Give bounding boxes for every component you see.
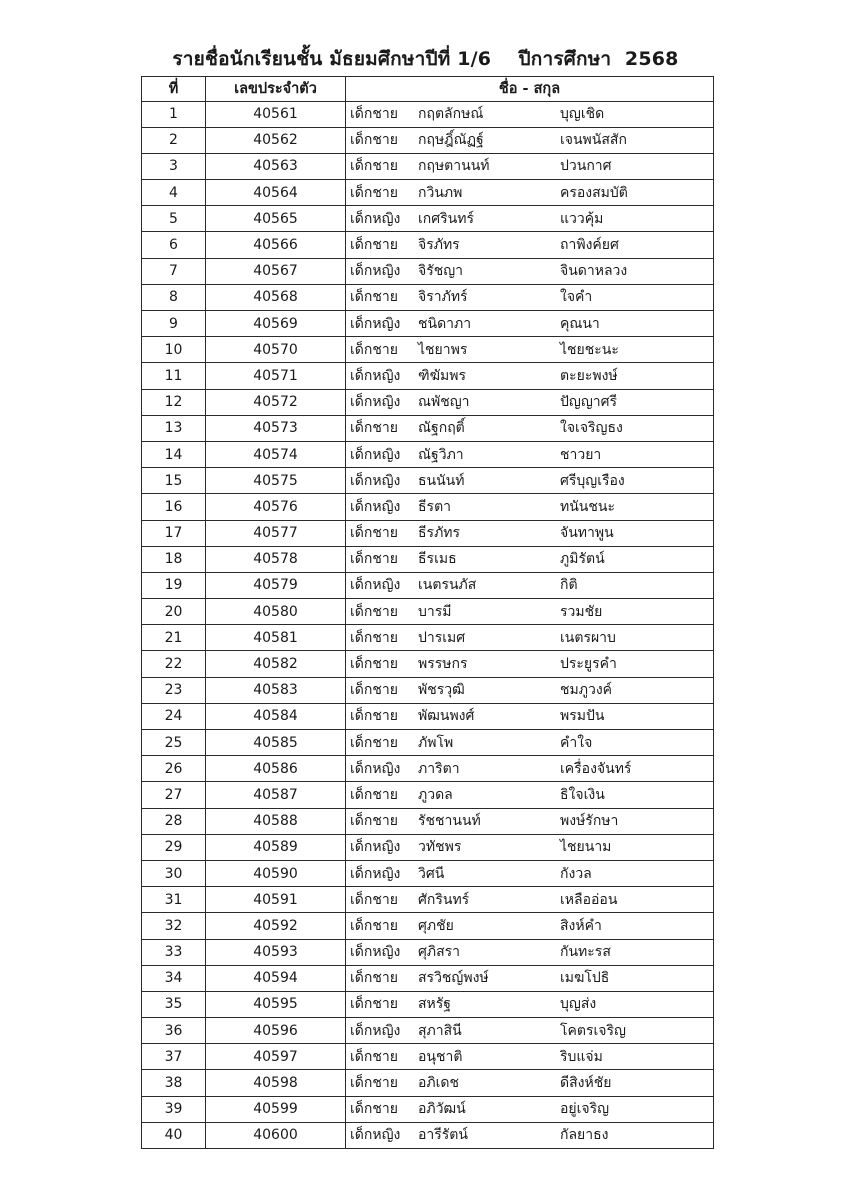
row-number: 40 xyxy=(142,1122,206,1148)
row-number: 10 xyxy=(142,337,206,363)
student-name xyxy=(346,651,714,677)
name-prefix: เด็กชาย xyxy=(350,603,398,620)
first-name: ศุภชัย xyxy=(418,917,454,934)
table-row xyxy=(142,180,714,206)
student-name xyxy=(346,101,714,127)
row-number: 26 xyxy=(142,756,206,782)
name-prefix: เด็กชาย xyxy=(350,237,398,254)
first-name: อนุชาติ xyxy=(418,1048,463,1065)
first-name: ศุภิสรา xyxy=(418,944,461,961)
student-name xyxy=(346,625,714,651)
student-name xyxy=(346,834,714,860)
first-name: สหรัฐ xyxy=(418,996,452,1013)
name-prefix: เด็กชาย xyxy=(350,158,398,175)
student-id: 40599 xyxy=(206,1096,346,1122)
table-row xyxy=(142,258,714,284)
table-row xyxy=(142,206,714,232)
row-number: 11 xyxy=(142,363,206,389)
table-row xyxy=(142,991,714,1017)
name-prefix: เด็กชาย xyxy=(350,629,398,646)
student-name xyxy=(346,232,714,258)
student-name xyxy=(346,468,714,494)
student-id: 40590 xyxy=(206,860,346,886)
row-number: 37 xyxy=(142,1044,206,1070)
row-number: 5 xyxy=(142,206,206,232)
table-row xyxy=(142,415,714,441)
last-name: กันทะรส xyxy=(560,944,611,961)
student-id: 40572 xyxy=(206,389,346,415)
table-row xyxy=(142,651,714,677)
student-id: 40577 xyxy=(206,520,346,546)
first-name: พัฒนพงศ์ xyxy=(418,708,475,725)
student-id: 40568 xyxy=(206,284,346,310)
table-row xyxy=(142,730,714,756)
student-id: 40580 xyxy=(206,599,346,625)
last-name: ใจเจริญธง xyxy=(560,420,623,437)
table-row xyxy=(142,520,714,546)
name-prefix: เด็กชาย xyxy=(350,708,398,725)
last-name: พรมปัน xyxy=(560,708,605,725)
first-name: ธีรภัทร xyxy=(418,525,461,542)
name-prefix: เด็กชาย xyxy=(350,813,398,830)
table-row xyxy=(142,860,714,886)
row-number: 4 xyxy=(142,180,206,206)
table-row xyxy=(142,625,714,651)
name-prefix: เด็กชาย xyxy=(350,1101,398,1118)
name-prefix: เด็กหญิง xyxy=(350,315,401,332)
name-prefix: เด็กชาย xyxy=(350,341,398,358)
name-prefix: เด็กหญิง xyxy=(350,394,401,411)
table-row xyxy=(142,494,714,520)
name-prefix: เด็กหญิง xyxy=(350,1127,401,1144)
student-id: 40591 xyxy=(206,887,346,913)
row-number: 7 xyxy=(142,258,206,284)
row-number: 28 xyxy=(142,808,206,834)
row-number: 20 xyxy=(142,599,206,625)
name-prefix: เด็กชาย xyxy=(350,184,398,201)
student-name xyxy=(346,520,714,546)
last-name: บุญเชิด xyxy=(560,106,605,123)
student-name xyxy=(346,258,714,284)
last-name: ชมภูวงค์ xyxy=(560,682,613,699)
first-name: กวินภพ xyxy=(418,184,463,201)
name-prefix: เด็กชาย xyxy=(350,682,398,699)
last-name: ชาวยา xyxy=(560,446,602,463)
table-row xyxy=(142,546,714,572)
row-number: 2 xyxy=(142,127,206,153)
student-id: 40566 xyxy=(206,232,346,258)
name-prefix: เด็กชาย xyxy=(350,525,398,542)
first-name: ธีรตา xyxy=(418,498,452,515)
row-number: 19 xyxy=(142,572,206,598)
student-id: 40596 xyxy=(206,1018,346,1044)
first-name: พรรษกร xyxy=(418,656,468,673)
student-id: 40594 xyxy=(206,965,346,991)
row-number: 29 xyxy=(142,834,206,860)
row-number: 39 xyxy=(142,1096,206,1122)
first-name: ณัฐวิภา xyxy=(418,446,464,463)
table-row xyxy=(142,782,714,808)
student-name xyxy=(346,703,714,729)
name-prefix: เด็กหญิง xyxy=(350,210,401,227)
student-name xyxy=(346,991,714,1017)
student-id: 40575 xyxy=(206,468,346,494)
table-row xyxy=(142,834,714,860)
student-name xyxy=(346,677,714,703)
first-name: บารมี xyxy=(418,603,452,620)
student-name xyxy=(346,546,714,572)
row-number: 38 xyxy=(142,1070,206,1096)
student-name xyxy=(346,1070,714,1096)
row-number: 3 xyxy=(142,153,206,179)
row-number: 17 xyxy=(142,520,206,546)
student-id: 40600 xyxy=(206,1122,346,1148)
student-id: 40587 xyxy=(206,782,346,808)
table-row xyxy=(142,913,714,939)
student-id: 40584 xyxy=(206,703,346,729)
table-row xyxy=(142,756,714,782)
last-name: เจนพนัสสัก xyxy=(560,132,627,149)
name-prefix: เด็กหญิง xyxy=(350,839,401,856)
student-name xyxy=(346,494,714,520)
table-row xyxy=(142,468,714,494)
row-number: 33 xyxy=(142,939,206,965)
first-name: สุภาสินี xyxy=(418,1022,462,1039)
last-name: รวมชัย xyxy=(560,603,603,620)
student-id: 40588 xyxy=(206,808,346,834)
name-prefix: เด็กชาย xyxy=(350,1048,398,1065)
header-full-name: ชื่อ - สกุล xyxy=(346,77,714,102)
student-name xyxy=(346,1096,714,1122)
student-id: 40576 xyxy=(206,494,346,520)
first-name: จิราภัทร์ xyxy=(418,289,468,306)
last-name: ภูมิรัตน์ xyxy=(560,551,605,568)
last-name: ธิใจเงิน xyxy=(560,786,605,803)
last-name: กังวล xyxy=(560,865,592,882)
first-name: อภิเดช xyxy=(418,1075,460,1092)
student-name xyxy=(346,1044,714,1070)
table-row xyxy=(142,965,714,991)
name-prefix: เด็กชาย xyxy=(350,106,398,123)
name-prefix: เด็กชาย xyxy=(350,551,398,568)
name-prefix: เด็กหญิง xyxy=(350,865,401,882)
table-header-row xyxy=(142,77,714,102)
last-name: ไชยชะนะ xyxy=(560,341,619,358)
table-row xyxy=(142,127,714,153)
student-id: 40595 xyxy=(206,991,346,1017)
first-name: กฤษฎิ์ณัฏฐ์ xyxy=(418,132,484,149)
name-prefix: เด็กชาย xyxy=(350,891,398,908)
student-table xyxy=(141,76,714,1149)
table-row xyxy=(142,939,714,965)
student-name xyxy=(346,363,714,389)
table-row xyxy=(142,284,714,310)
table-row xyxy=(142,887,714,913)
last-name: ใจคำ xyxy=(560,289,593,306)
first-name: อภิวัฒน์ xyxy=(418,1101,466,1118)
student-name xyxy=(346,860,714,886)
first-name: พัชรวุฒิ xyxy=(418,682,465,699)
name-prefix: เด็กหญิง xyxy=(350,944,401,961)
row-number: 13 xyxy=(142,415,206,441)
name-prefix: เด็กชาย xyxy=(350,289,398,306)
table-row xyxy=(142,1044,714,1070)
student-name xyxy=(346,965,714,991)
last-name: ถาพิงค์ยศ xyxy=(560,237,619,254)
student-id: 40579 xyxy=(206,572,346,598)
last-name: ทนันชนะ xyxy=(560,498,615,515)
student-name xyxy=(346,415,714,441)
row-number: 21 xyxy=(142,625,206,651)
first-name: ปารเมศ xyxy=(418,629,466,646)
row-number: 23 xyxy=(142,677,206,703)
name-prefix: เด็กชาย xyxy=(350,420,398,437)
last-name: อยู่เจริญ xyxy=(560,1101,610,1118)
table-row xyxy=(142,311,714,337)
table-row xyxy=(142,153,714,179)
last-name: ปัญญาศรี xyxy=(560,394,618,411)
student-id: 40582 xyxy=(206,651,346,677)
header-no: ที่ xyxy=(142,77,206,102)
row-number: 14 xyxy=(142,441,206,467)
table-row xyxy=(142,389,714,415)
first-name: ภัพโพ xyxy=(418,734,454,751)
student-id: 40569 xyxy=(206,311,346,337)
last-name: คำใจ xyxy=(560,734,593,751)
row-number: 12 xyxy=(142,389,206,415)
student-id: 40585 xyxy=(206,730,346,756)
student-name xyxy=(346,730,714,756)
name-prefix: เด็กหญิง xyxy=(350,446,401,463)
row-number: 18 xyxy=(142,546,206,572)
header-student-id: เลขประจำตัว xyxy=(206,77,346,102)
table-row xyxy=(142,677,714,703)
name-prefix: เด็กหญิง xyxy=(350,760,401,777)
last-name: จินดาหลวง xyxy=(560,263,628,280)
first-name: ธนนันท์ xyxy=(418,472,465,489)
student-id: 40598 xyxy=(206,1070,346,1096)
table-row xyxy=(142,1018,714,1044)
student-name xyxy=(346,939,714,965)
row-number: 30 xyxy=(142,860,206,886)
student-id: 40578 xyxy=(206,546,346,572)
last-name: เหลืออ่อน xyxy=(560,891,618,908)
first-name: ศักรินทร์ xyxy=(418,891,470,908)
name-prefix: เด็กชาย xyxy=(350,132,398,149)
name-prefix: เด็กหญิง xyxy=(350,472,401,489)
name-prefix: เด็กชาย xyxy=(350,734,398,751)
student-name xyxy=(346,808,714,834)
student-id: 40573 xyxy=(206,415,346,441)
document-title: รายชื่อนักเรียนชั้น มัธยมศึกษาปีที่ 1/6 ปีการศึกษา 2568 xyxy=(172,48,679,70)
name-prefix: เด็กหญิง xyxy=(350,577,401,594)
table-row xyxy=(142,1122,714,1148)
student-id: 40571 xyxy=(206,363,346,389)
student-id: 40583 xyxy=(206,677,346,703)
table-row xyxy=(142,572,714,598)
first-name: อารีรัตน์ xyxy=(418,1127,468,1144)
student-id: 40563 xyxy=(206,153,346,179)
table-row xyxy=(142,232,714,258)
first-name: กฤษตานนท์ xyxy=(418,158,490,175)
row-number: 24 xyxy=(142,703,206,729)
table-row xyxy=(142,599,714,625)
student-name xyxy=(346,311,714,337)
table-row xyxy=(142,101,714,127)
first-name: สรวิชญ์พงษ์ xyxy=(418,970,489,987)
last-name: เครื่องจันทร์ xyxy=(560,760,632,777)
table-row xyxy=(142,1070,714,1096)
last-name: จันทาพูน xyxy=(560,525,614,542)
table-row xyxy=(142,703,714,729)
row-number: 22 xyxy=(142,651,206,677)
last-name: ไชยนาม xyxy=(560,839,612,856)
row-number: 35 xyxy=(142,991,206,1017)
first-name: เนตรนภัส xyxy=(418,577,477,594)
student-id: 40586 xyxy=(206,756,346,782)
name-prefix: เด็กชาย xyxy=(350,970,398,987)
student-name xyxy=(346,572,714,598)
student-name xyxy=(346,887,714,913)
row-number: 27 xyxy=(142,782,206,808)
row-number: 8 xyxy=(142,284,206,310)
last-name: เนตรผาบ xyxy=(560,629,616,646)
first-name: ณัฐกฤติ์ xyxy=(418,420,465,437)
first-name: จิรภัทร xyxy=(418,237,460,254)
student-id: 40592 xyxy=(206,913,346,939)
student-id: 40565 xyxy=(206,206,346,232)
row-number: 1 xyxy=(142,101,206,127)
table-row xyxy=(142,808,714,834)
first-name: ภาริตา xyxy=(418,760,460,777)
first-name: เกศรินทร์ xyxy=(418,210,474,227)
student-name xyxy=(346,127,714,153)
student-name xyxy=(346,337,714,363)
table-row xyxy=(142,441,714,467)
first-name: ไชยาพร xyxy=(418,341,468,358)
name-prefix: เด็กหญิง xyxy=(350,263,401,280)
student-id: 40567 xyxy=(206,258,346,284)
student-id: 40561 xyxy=(206,101,346,127)
student-name xyxy=(346,180,714,206)
first-name: กฤตลักษณ์ xyxy=(418,106,484,123)
last-name: ครองสมบัติ xyxy=(560,184,628,201)
student-id: 40564 xyxy=(206,180,346,206)
name-prefix: เด็กหญิง xyxy=(350,498,401,515)
last-name: ประยูรคำ xyxy=(560,656,617,673)
row-number: 31 xyxy=(142,887,206,913)
row-number: 25 xyxy=(142,730,206,756)
first-name: วิศนี xyxy=(418,865,445,882)
row-number: 16 xyxy=(142,494,206,520)
table-row xyxy=(142,363,714,389)
first-name: รัชชานนท์ xyxy=(418,813,481,830)
last-name: เมฆโปธิ xyxy=(560,970,610,987)
name-prefix: เด็กชาย xyxy=(350,917,398,934)
first-name: วทัชพร xyxy=(418,839,462,856)
row-number: 9 xyxy=(142,311,206,337)
first-name: ณพัชญา xyxy=(418,394,470,411)
table-row xyxy=(142,1096,714,1122)
student-name xyxy=(346,1018,714,1044)
first-name: ฑิฆัมพร xyxy=(418,367,466,384)
last-name: กิติ xyxy=(560,577,578,594)
last-name: พงษ์รักษา xyxy=(560,813,619,830)
last-name: โคตรเจริญ xyxy=(560,1022,626,1039)
student-name xyxy=(346,913,714,939)
last-name: แววคุ้ม xyxy=(560,210,604,227)
row-number: 6 xyxy=(142,232,206,258)
first-name: ภูวดล xyxy=(418,786,453,803)
name-prefix: เด็กหญิง xyxy=(350,1022,401,1039)
name-prefix: เด็กชาย xyxy=(350,996,398,1013)
name-prefix: เด็กชาย xyxy=(350,1075,398,1092)
student-name xyxy=(346,599,714,625)
row-number: 34 xyxy=(142,965,206,991)
last-name: ตะยะพงษ์ xyxy=(560,367,618,384)
name-prefix: เด็กชาย xyxy=(350,656,398,673)
last-name: ริบแจ่ม xyxy=(560,1048,603,1065)
student-id: 40581 xyxy=(206,625,346,651)
student-name xyxy=(346,441,714,467)
first-name: ชนิดาภา xyxy=(418,315,472,332)
student-id: 40593 xyxy=(206,939,346,965)
last-name: ศรีบุญเรือง xyxy=(560,472,625,489)
table-row xyxy=(142,337,714,363)
student-id: 40570 xyxy=(206,337,346,363)
student-name xyxy=(346,1122,714,1148)
student-id: 40589 xyxy=(206,834,346,860)
last-name: ปวนกาศ xyxy=(560,158,612,175)
student-name xyxy=(346,756,714,782)
name-prefix: เด็กชาย xyxy=(350,786,398,803)
last-name: คุณนา xyxy=(560,315,600,332)
row-number: 32 xyxy=(142,913,206,939)
student-id: 40574 xyxy=(206,441,346,467)
name-prefix: เด็กหญิง xyxy=(350,367,401,384)
first-name: ธีรเมธ xyxy=(418,551,457,568)
row-number: 36 xyxy=(142,1018,206,1044)
last-name: บุญส่ง xyxy=(560,996,597,1013)
student-name xyxy=(346,284,714,310)
last-name: กัลยาธง xyxy=(560,1127,609,1144)
first-name: จิรัชญา xyxy=(418,263,464,280)
row-number: 15 xyxy=(142,468,206,494)
student-name xyxy=(346,153,714,179)
student-id: 40597 xyxy=(206,1044,346,1070)
last-name: สิงห์คำ xyxy=(560,917,602,934)
student-name xyxy=(346,782,714,808)
student-name xyxy=(346,389,714,415)
student-name xyxy=(346,206,714,232)
student-id: 40562 xyxy=(206,127,346,153)
last-name: ดีสิงห์ชัย xyxy=(560,1075,612,1092)
